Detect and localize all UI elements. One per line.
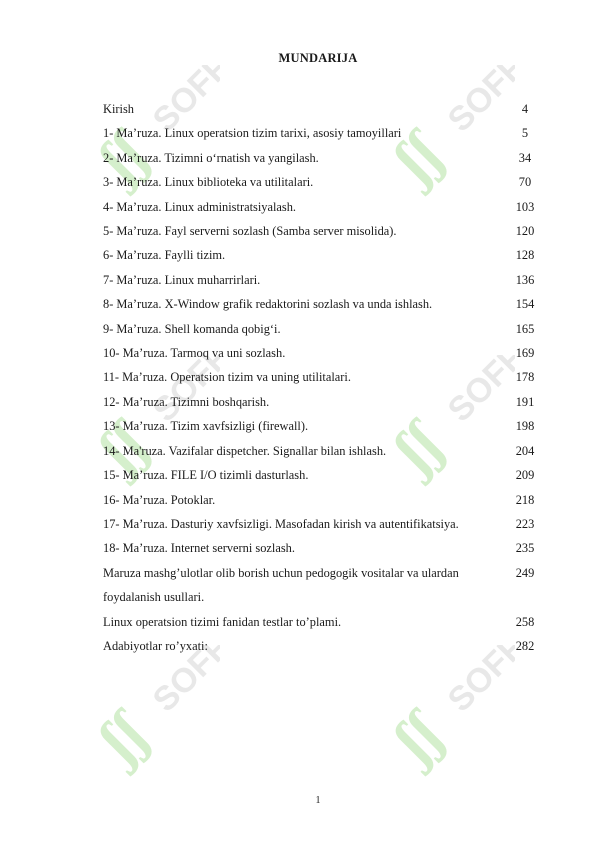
table-of-contents bbox=[103, 97, 545, 658]
toc-entry-page: 204 bbox=[515, 443, 535, 458]
toc-entry-page: 169 bbox=[515, 346, 535, 361]
toc-entry-title: 8- Ma’ruza. X-Window grafik redaktorini sozlash va unda ishlash. bbox=[103, 297, 433, 312]
toc-entry-page: 249 bbox=[515, 565, 535, 580]
toc-entry[interactable] bbox=[103, 268, 545, 292]
toc-entry-title: 13- Ma’ruza. Tizim xavfsizligi (firewall). bbox=[103, 419, 309, 434]
toc-entry-title: 14- Ma'ruza. Vazifalar dispetcher. Signallar bilan ishlash. bbox=[103, 443, 387, 458]
soff-logo-icon bbox=[365, 645, 515, 795]
toc-entry-page: 120 bbox=[515, 224, 535, 239]
toc-entry[interactable] bbox=[103, 488, 545, 512]
toc-entry-title: 1- Ma’ruza. Linux operatsion tizim tarixi, asosiy tamoyillari bbox=[103, 126, 402, 141]
toc-entry[interactable] bbox=[103, 146, 545, 170]
toc-entry[interactable] bbox=[103, 439, 545, 463]
watermark-text: SOFF bbox=[145, 355, 220, 430]
toc-entry-title: 5- Ma’ruza. Fayl serverni sozlash (Samba server misolida). bbox=[103, 224, 397, 239]
toc-entry-page: 198 bbox=[515, 419, 535, 434]
watermark bbox=[365, 645, 515, 795]
watermark-mark: ʃʃ bbox=[380, 700, 456, 776]
watermark-mark: ʃʃ bbox=[85, 700, 161, 776]
toc-entry-title: 2- Ma’ruza. Tizimni o‘rnatish va yangilash. bbox=[103, 150, 319, 165]
toc-entry-title: 4- Ma’ruza. Linux administratsiyalash. bbox=[103, 199, 297, 214]
toc-entry-page: 4 bbox=[521, 102, 529, 116]
watermark-text: SOFF bbox=[440, 355, 515, 430]
toc-entry[interactable] bbox=[103, 536, 545, 560]
toc-entry-page: 103 bbox=[515, 199, 535, 214]
toc-entry-page: 223 bbox=[515, 516, 535, 531]
toc-entry-title: 12- Ma’ruza. Tizimni boshqarish. bbox=[103, 394, 270, 409]
toc-entry-title: Kirish bbox=[103, 102, 134, 116]
toc-entry-title: Maruza mashg’ulotlar olib borish uchun pedogogik vositalar va ulardan foydalanish usullari. bbox=[103, 565, 459, 605]
toc-entry[interactable] bbox=[103, 634, 545, 658]
toc-entry[interactable] bbox=[103, 292, 545, 316]
toc-entry-title: Linux operatsion tizimi fanidan testlar to’plami. bbox=[103, 614, 342, 629]
toc-entry-title: 6- Ma’ruza. Faylli tizim. bbox=[103, 248, 226, 263]
toc-entry-title: 3- Ma’ruza. Linux biblioteka va utilitalari. bbox=[103, 175, 314, 190]
toc-entry[interactable] bbox=[103, 243, 545, 267]
watermark-text: SOFF bbox=[440, 65, 515, 140]
watermark-text: SOFF bbox=[145, 645, 220, 720]
toc-entry-page: 70 bbox=[518, 175, 532, 190]
toc-entry-page: 34 bbox=[518, 150, 532, 165]
toc-entry-title: 15- Ma’ruza. FILE I/O tizimli dasturlash. bbox=[103, 468, 309, 483]
toc-entry-page: 154 bbox=[515, 297, 535, 312]
toc-entry[interactable] bbox=[103, 365, 545, 389]
watermark-mark: ʃʃ bbox=[380, 410, 456, 486]
toc-entry-page: 218 bbox=[515, 492, 535, 507]
toc-entry-page: 209 bbox=[515, 468, 535, 483]
toc-entry[interactable] bbox=[103, 341, 545, 365]
toc-entry[interactable] bbox=[103, 317, 545, 341]
toc-entry-title: 11- Ma’ruza. Operatsion tizim va uning utilitalari. bbox=[103, 370, 351, 385]
page-title: MUNDARIJA bbox=[278, 51, 358, 65]
toc-entry-page: 282 bbox=[515, 638, 535, 653]
toc-entry-page: 191 bbox=[515, 394, 535, 409]
toc-entry[interactable] bbox=[103, 219, 545, 243]
toc-entry[interactable] bbox=[103, 121, 545, 145]
toc-entry-title: 17- Ma’ruza. Dasturiy xavfsizligi. Masofadan kirish va autentifikatsiya. bbox=[103, 516, 459, 531]
toc-entry-page: 165 bbox=[515, 321, 535, 336]
toc-entry-page: 5 bbox=[521, 126, 529, 141]
toc-entry-title: 16- Ma’ruza. Potoklar. bbox=[103, 492, 216, 507]
toc-entry-title: Adabiyotlar ro’yxati: bbox=[103, 638, 208, 653]
toc-entry[interactable] bbox=[103, 463, 545, 487]
watermark-mark: ʃʃ bbox=[85, 120, 161, 196]
watermark bbox=[70, 645, 220, 795]
watermark-text: SOFF bbox=[145, 65, 220, 140]
toc-entry-page: 235 bbox=[515, 541, 535, 556]
toc-entry-page: 128 bbox=[515, 248, 535, 263]
toc-entry-page: 258 bbox=[515, 614, 535, 629]
toc-entry-title: 9- Ma’ruza. Shell komanda qobig‘i. bbox=[103, 321, 281, 336]
toc-entry[interactable] bbox=[103, 170, 545, 194]
toc-entry[interactable] bbox=[103, 610, 545, 634]
toc-entry[interactable] bbox=[103, 97, 545, 121]
toc-entry[interactable] bbox=[103, 390, 545, 414]
toc-entry[interactable] bbox=[103, 561, 545, 610]
toc-entry-page: 178 bbox=[515, 370, 535, 385]
watermark-mark: ʃʃ bbox=[85, 410, 161, 486]
toc-entry-title: 18- Ma’ruza. Internet serverni sozlash. bbox=[103, 541, 295, 556]
page-number: 1 bbox=[315, 795, 321, 806]
toc-entry-page: 136 bbox=[515, 272, 535, 287]
toc-entry[interactable] bbox=[103, 512, 545, 536]
toc-entry[interactable] bbox=[103, 414, 545, 438]
toc-entry[interactable] bbox=[103, 195, 545, 219]
watermark-mark: ʃʃ bbox=[380, 120, 456, 196]
soff-logo-icon bbox=[70, 645, 220, 795]
toc-entry-title: 7- Ma’ruza. Linux muharrirlari. bbox=[103, 272, 261, 287]
watermark-text: SOFF bbox=[440, 645, 515, 720]
toc-entry-title: 10- Ma’ruza. Tarmoq va uni sozlash. bbox=[103, 346, 286, 361]
